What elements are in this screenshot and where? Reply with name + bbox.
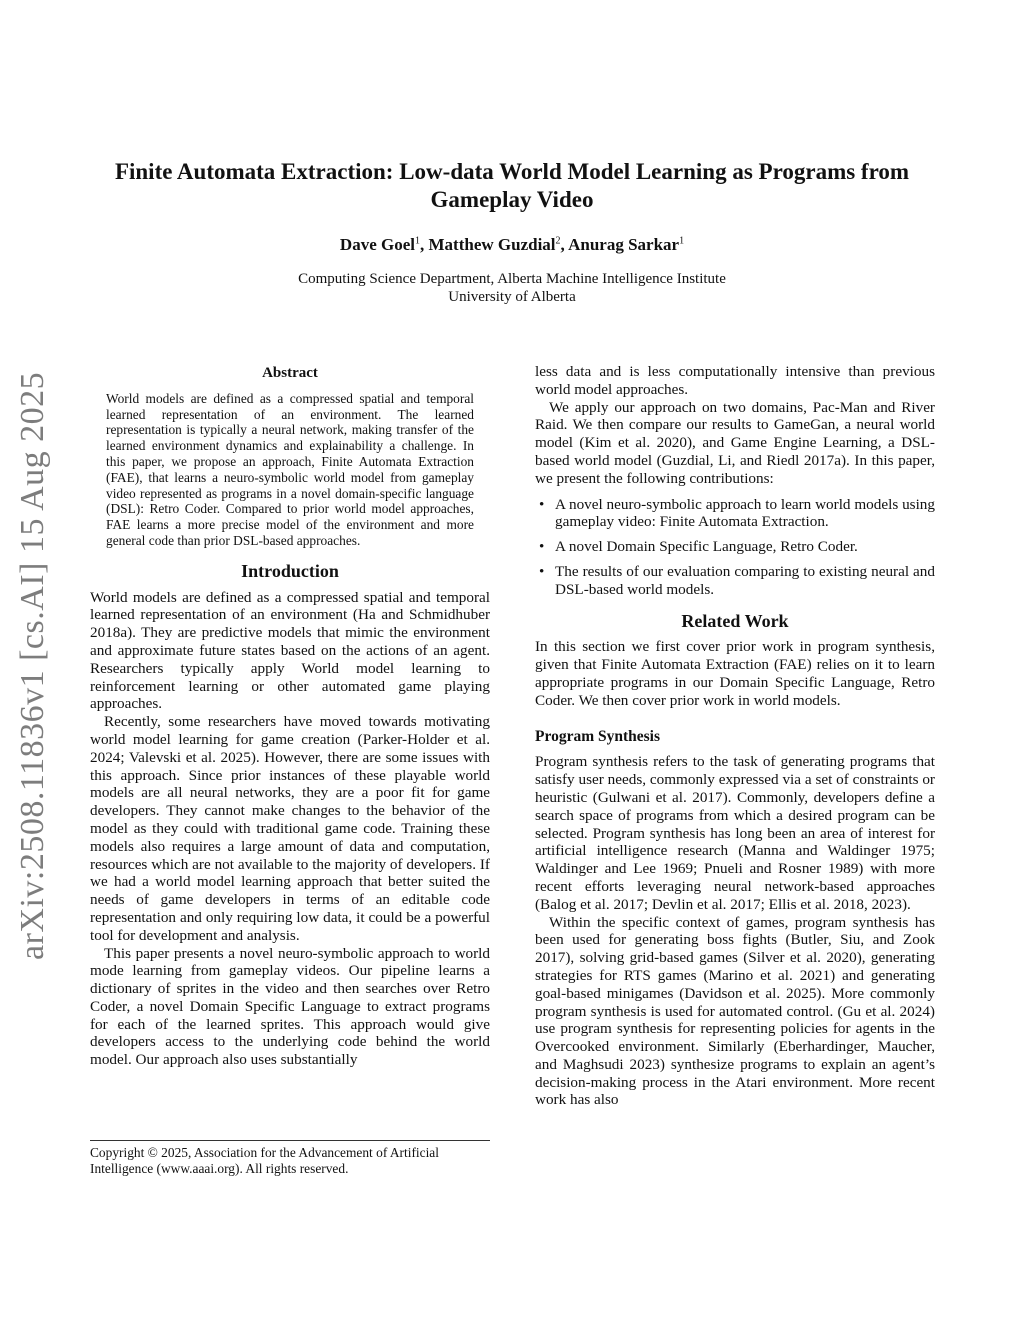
program-synthesis-paragraph-2: Within the specific context of games, program synthesis has been used for generating boss fights (Butler, Siu, and Zook 2017), solving grid-based games (Silver et al. 2020), generating strategies for RTS games (Marino et al. 2021) and generating goal-based minigames (Davidson et al. 2025). More commonly program synthesis is used for automated control. (Gu et al. 2024) use program synthesis for representing policies for agents in the Overcooked environment. Similarly (Eberhardinger, Maucher, and Maghsudi 2023) synthesize programs to explain an agent’s decision-making process in the Atari environment. More recent work has also — [535, 913, 935, 1109]
author-affiliation-mark: 2 — [555, 235, 561, 247]
author-affiliation-mark: 1 — [415, 235, 420, 247]
abstract-heading: Abstract — [262, 365, 318, 381]
copyright-line-1: Copyright © 2025, Association for the Advancement of Artificial — [90, 1145, 439, 1160]
intro-paragraph-1: World models are defined as a compressed spatial and temporal learned representation of an environment (Ha and Schmidhuber 2018a). They are predictive models that mimic the environment and approximate future states based on the actions of an agent. Researchers typically apply World model learning to reinforcement learning or other automated game playing approaches. — [90, 588, 490, 713]
affiliation-line-1: Computing Science Department, Alberta Machine Intelligence Institute — [298, 271, 726, 287]
author-name: Matthew Guzdial — [428, 235, 556, 254]
affiliation-line-2: University of Alberta — [448, 289, 576, 305]
list-item — [535, 563, 935, 599]
introduction-heading: Introduction — [241, 560, 339, 581]
contribution-text: A novel Domain Specific Language, Retro Coder. — [555, 538, 858, 556]
bullet-icon: • — [539, 562, 545, 580]
intro-paragraph-4: We apply our approach on two domains, Pac-Man and River Raid. We then compare our results to GameGan, a neural world model (Kim et al. 2020), and Game Engine Learning, a DSL-based world model (Guzdial, Li, and Riedl 2017a). In this paper, we present the following contributions: — [535, 398, 935, 487]
related-work-heading: Related Work — [681, 610, 789, 631]
copyright-line-2: Intelligence (www.aaai.org). All rights reserved. — [90, 1161, 349, 1176]
copyright-footnote — [90, 1140, 490, 1177]
list-item — [535, 538, 935, 556]
contribution-text: The results of our evaluation comparing to existing neural and DSL-based world models. — [555, 562, 935, 598]
bullet-icon: • — [539, 495, 545, 513]
contribution-text: A novel neuro-symbolic approach to learn world models using gameplay video: Finite Automata Extraction. — [555, 495, 935, 531]
related-work-paragraph: In this section we first cover prior work in program synthesis, given that Finite Automata Extraction (FAE) relies on it to learn appropriate programs in our Domain Specific Language, Retro Coder. We then cover prior work in world models. — [535, 638, 935, 709]
intro-paragraph-3: This paper presents a novel neuro-symbolic approach to world mode learning from gameplay videos. Our pipeline learns a dictionary of sprites in the video and then searches over Retro Coder, a novel Domain Specific Language to extract programs for each of the learned sprites. This approach would give developers access to the underlying code behind the world model. Our approach also uses substantially — [90, 944, 490, 1069]
left-column — [90, 363, 490, 1069]
author-name: Dave Goel — [339, 235, 415, 254]
author-name: Anurag Sarkar — [568, 235, 680, 254]
affiliation — [60, 270, 964, 306]
right-column — [535, 363, 935, 1109]
paper-title — [60, 158, 964, 214]
title-line-1: Finite Automata Extraction: Low-data World Model Learning as Programs from — [114, 159, 910, 184]
intro-continuation: less data and is less computationally intensive than previous world model approaches. — [535, 363, 935, 398]
intro-paragraph-2: Recently, some researchers have moved towards motivating world model learning for game creation (Parker-Holder et al. 2024; Valevski et al. 2025). However, there are some issues with this approach. Since prior instances of these playable world models are all neural networks, they are a poor fit for game developers. They cannot make changes to the behavior of the model as they could with traditional game code. Training these models also requires a large amount of data and computation, resources which are not available to the majority of developers. If we had a world model learning approach that better suited the needs of game developers in terms of an editable code representation and only requiring low data, it could be a powerful tool for development and analysis. — [90, 713, 490, 944]
contribution-list — [535, 496, 935, 599]
bullet-icon: • — [539, 538, 545, 556]
program-synthesis-heading: Program Synthesis — [535, 727, 661, 745]
author-list: Dave Goel$^1$, Matthew Guzdial$^2$, Anurag Sarkar$^1$ — [339, 235, 685, 254]
author-affiliation-mark: 1 — [679, 235, 685, 247]
title-line-2: Gameplay Video — [430, 187, 594, 212]
arxiv-identifier-stamp: arXiv:2508.11836v1 [cs.AI] 15 Aug 2025 — [14, 371, 51, 960]
program-synthesis-paragraph-1: Program synthesis refers to the task of generating programs that satisfy user needs, commonly expressed via a set of constraints or heuristic (Gulwani et al. 2017). Commonly, developers define a search space of programs from which a desired program can be selected. Program synthesis has long been an area of interest for artificial intelligence research (Manna and Waldinger 1975; Waldinger and Lee 1969; Pnueli and Rosner 1989) with more recent efforts leveraging neural network-based approaches (Balog et al. 2017; Devlin et al. 2017; Ellis et al. 2018, 2023). — [535, 753, 935, 913]
list-item — [535, 496, 935, 532]
abstract-text: World models are defined as a compressed spatial and temporal learned representation of an environment. The learned representation is typically a neural network, making transfer of the learned environment dynamics and explainability a challenge. In this paper, we propose an approach, Finite Automata Extraction (FAE), that learns a neuro-symbolic world model from gameplay video represented as programs in a novel domain-specific language (DSL): Retro Coder. Compared to prior world model approaches, FAE learns a more precise model of the environment and more general code than prior DSL-based approaches. — [106, 390, 474, 548]
